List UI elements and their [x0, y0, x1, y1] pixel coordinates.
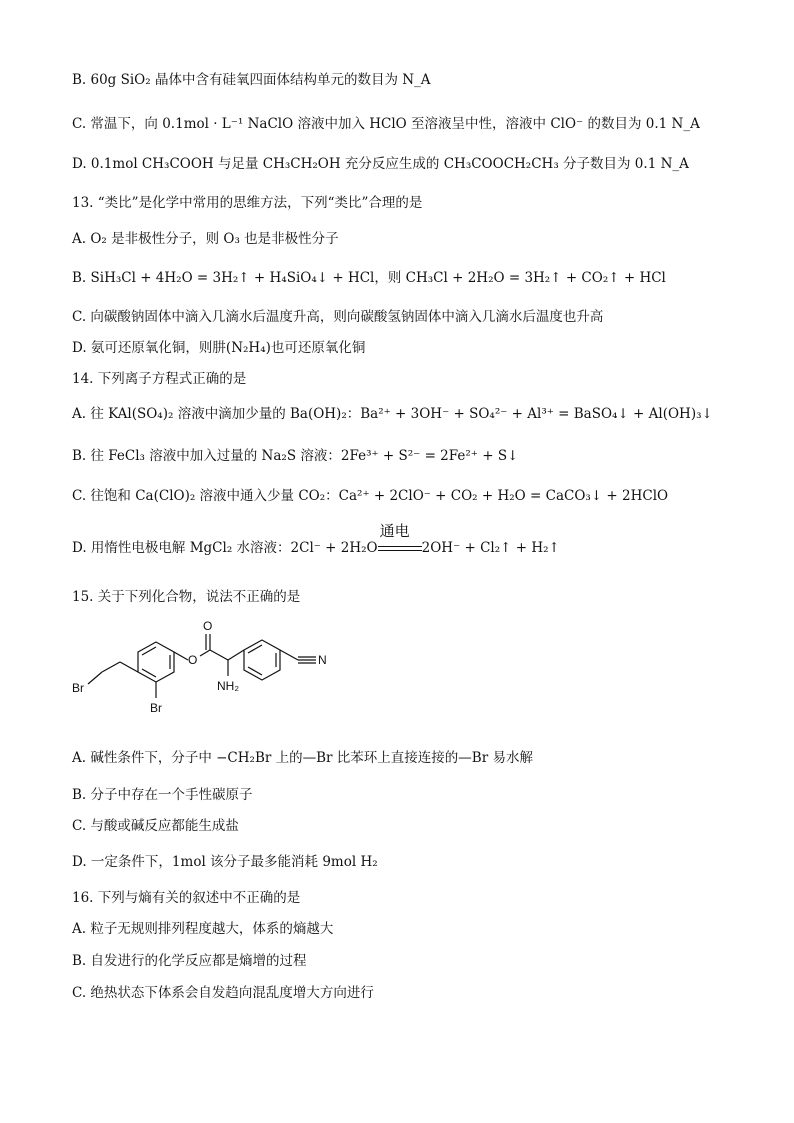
q13-option-d: D. 氨可还原氧化铜，则肼(N₂H₄)也可还原氧化铜: [72, 340, 366, 356]
q15-option-d: D. 一定条件下，1mol 该分子最多能消耗 9mol H₂: [72, 854, 378, 870]
q15-option-a: A. 碱性条件下，分子中 −CH₂Br 上的—Br 比苯环上直接连接的—Br 易水解: [72, 750, 533, 766]
q16-stem: 16. 下列与熵有关的叙述中不正确的是: [72, 890, 301, 906]
mol-label-nh2: NH₂: [217, 679, 239, 693]
q14-option-b: B. 往 FeCl₃ 溶液中加入过量的 Na₂S 溶液：2Fe³⁺ + S²⁻ = 2Fe²⁺ + S↓: [72, 448, 519, 464]
q15-stem: 15. 关于下列化合物，说法不正确的是: [72, 589, 301, 605]
molecule-structure: [72, 618, 362, 728]
q16-option-b: B. 自发进行的化学反应都是熵增的过程: [72, 953, 307, 969]
q12-option-c: C. 常温下，向 0.1mol · L⁻¹ NaClO 溶液中加入 HClO 至溶液呈中性，溶液中 ClO⁻ 的数目为 0.1 N_A: [72, 116, 700, 132]
q13-option-b: B. SiH₃Cl + 4H₂O = 3H₂↑ + H₄SiO₄↓ + HCl，则 CH₃Cl + 2H₂O = 3H₂↑ + CO₂↑ + HCl: [72, 270, 666, 286]
electrolysis-arrow: [378, 522, 422, 558]
q12-option-b: B. 60g SiO₂ 晶体中含有硅氧四面体结构单元的数目为 N_A: [72, 72, 431, 88]
mol-label-ester-o: O: [188, 653, 198, 667]
q16-option-c: C. 绝热状态下体系会自发趋向混乱度增大方向进行: [72, 985, 374, 1001]
q13-option-c: C. 向碳酸钠固体中滴入几滴水后温度升高，则向碳酸氢钠固体中滴入几滴水后温度也升高: [72, 309, 604, 325]
q13-option-a: A. O₂ 是非极性分子，则 O₃ 也是非极性分子: [72, 231, 339, 247]
q14-option-a: A. 往 KAl(SO₄)₂ 溶液中滴加少量的 Ba(OH)₂：Ba²⁺ + 3OH⁻ + SO₄²⁻ + Al³⁺ = BaSO₄↓ + Al(OH)₃↓: [72, 406, 713, 422]
q14-option-d-prefix: D. 用惰性电极电解 MgCl₂ 水溶液：2Cl⁻ + 2H₂O: [72, 540, 378, 556]
q15-option-c: C. 与酸或碱反应都能生成盐: [72, 818, 239, 834]
q12-option-d: D. 0.1mol CH₃COOH 与足量 CH₃CH₂OH 充分反应生成的 CH₃COOCH₂CH₃ 分子数目为 0.1 N_A: [72, 156, 689, 172]
q14-option-d: [72, 522, 560, 558]
q13-stem: 13. “类比”是化学中常用的思维方法，下列“类比”合理的是: [72, 195, 423, 211]
q14-stem: 14. 下列离子方程式正确的是: [72, 371, 247, 387]
q14-option-c: C. 往饱和 Ca(ClO)₂ 溶液中通入少量 CO₂：Ca²⁺ + 2ClO⁻ + CO₂ + H₂O = CaCO₃↓ + 2HClO: [72, 488, 669, 504]
mol-label-br-ring: Br: [150, 701, 162, 715]
q16-option-a: A. 粒子无规则排列程度越大，体系的熵越大: [72, 921, 334, 937]
mol-label-n: N: [318, 653, 327, 667]
q15-option-b: B. 分子中存在一个手性碳原子: [72, 787, 253, 803]
mol-label-br-left: Br: [72, 681, 84, 695]
electrolysis-condition: 通电: [379, 522, 410, 540]
q14-option-d-suffix: 2OH⁻ + Cl₂↑ + H₂↑: [421, 540, 560, 556]
mol-label-carbonyl-o: O: [203, 619, 213, 633]
